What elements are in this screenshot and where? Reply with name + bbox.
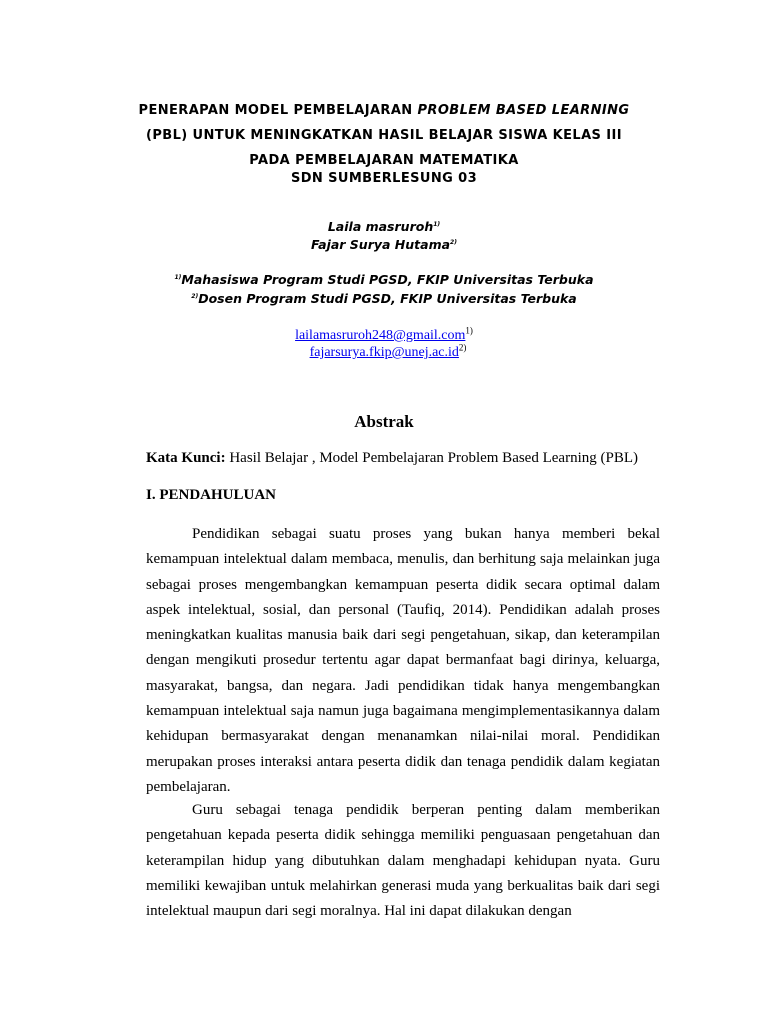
email-mark: 2) (458, 342, 467, 353)
title-line-2: (PBL) UNTUK MENINGKATKAN HASIL BELAJAR SISWA KELAS III (146, 128, 622, 143)
author-name: Fajar Surya Hutama (311, 237, 451, 252)
affiliation-text: Mahasiswa Program Studi PGSD, FKIP Universitas Terbuka (181, 272, 594, 287)
email-link-2[interactable]: fajarsurya.fkip@unej.ac.id (309, 345, 459, 360)
body-paragraph-1: Pendidikan sebagai suatu proses yang bukan hanya memberi bekal kemampuan intelektual dalam membaca, menulis, dan berhitung saja melainkan juga sebagai proses mengembangkan kemampuan peserta didik secara optimal dalam aspek intelektual, sosial, dan personal (Taufiq, 2014). Pendidikan adalah proses meningkatkan kualitas manusia baik dari segi pengetahuan, sikap, dan keterampilan dengan mengikuti prosedur tertentu agar dapat bermanfaat bagi dirinya, keluarga, masyarakat, bangsa, dan negara. Jadi pendidikan tidak hanya mengembangkan kemampuan intelektual saja namun juga bagaimana mengimplementasikannya dalam kehidupan bermasyarakat dengan menanamkan nilai-nilai moral. Pendidikan merupakan proses interaksi antara peserta didik dan tenaga pendidik dalam kegiatan pembelajaran. (146, 526, 660, 795)
author-mark: 1) (433, 220, 441, 228)
title-italic-text: PROBLEM BASED LEARNING (417, 103, 630, 118)
title-line-1 (0, 103, 768, 118)
title-line-3: PADA PEMBELAJARAN MATEMATIKA (249, 153, 519, 168)
title-text: PENERAPAN MODEL PEMBELAJARAN (138, 103, 418, 118)
email-mark: 1) (465, 325, 473, 336)
author-2 (0, 237, 768, 252)
section-heading: I. PENDAHULUAN (146, 487, 277, 503)
keywords (146, 450, 638, 467)
author-mark: 2) (450, 238, 457, 246)
title-line-4: SDN SUMBERLESUNG 03 (290, 171, 478, 186)
keywords-label: Kata Kunci: (146, 450, 226, 466)
abstract-heading: Abstrak (354, 412, 414, 431)
email-link-1[interactable]: lailamasruroh248@gmail.com (295, 328, 466, 343)
keywords-text: Hasil Belajar , Model Pembelajaran Problem Based Learning (PBL) (225, 450, 638, 466)
email-2 (0, 342, 768, 361)
affiliation-mark: 2) (191, 292, 199, 300)
affiliation-mark: 1) (174, 273, 182, 281)
affiliation-text: Dosen Program Studi PGSD, FKIP Universitas Terbuka (198, 291, 577, 306)
body-paragraph-2: Guru sebagai tenaga pendidik berperan penting dalam memberikan pengetahuan kepada peserta didik sehingga memiliki penguasaan pengetahuan dan keterampilan hidup yang dibutuhkan dalam menghadapi kehidupan nyata. Guru memiliki kewajiban untuk melahirkan generasi muda yang berkualitas baik dari segi intelektual maupun dari segi moralnya. Hal ini dapat dilakukan dengan (146, 802, 660, 920)
author-1 (0, 219, 768, 234)
email-1 (0, 325, 768, 344)
author-name: Laila masruroh (327, 219, 434, 234)
affiliation-1 (0, 272, 768, 287)
affiliation-2 (0, 291, 768, 306)
